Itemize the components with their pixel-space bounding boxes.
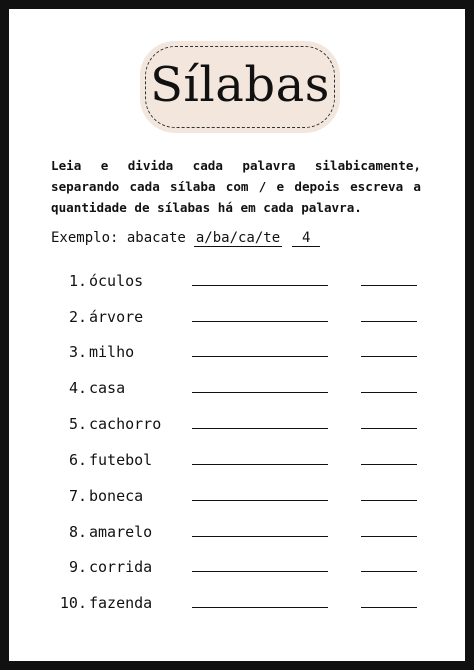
- example-line: [51, 230, 320, 247]
- item-number: 8.: [68, 523, 87, 541]
- title-badge: [145, 46, 335, 128]
- syllable-division-blank[interactable]: [192, 464, 328, 465]
- list-item: [9, 555, 474, 579]
- item-number: 2.: [68, 308, 87, 326]
- item-number: 3.: [68, 343, 87, 361]
- item-number: 10.: [59, 594, 87, 612]
- instructions-text: Leia e divida cada palavra silabicamente, separando cada sílaba com / e depois escreva a quantidade de sílabas há em cada palavra.: [51, 158, 421, 215]
- item-word: corrida: [89, 558, 153, 576]
- list-item: [9, 448, 474, 472]
- list-item: [9, 591, 474, 615]
- syllable-count-blank[interactable]: [361, 392, 417, 393]
- item-word: cachorro: [89, 415, 162, 433]
- item-word: fazenda: [89, 594, 153, 612]
- item-number: 1.: [68, 272, 87, 290]
- syllable-count-blank[interactable]: [361, 464, 417, 465]
- item-number: 7.: [68, 487, 87, 505]
- example-label: Exemplo: abacate: [51, 230, 186, 246]
- syllable-division-blank[interactable]: [192, 285, 328, 286]
- syllable-count-blank[interactable]: [361, 285, 417, 286]
- syllable-division-blank[interactable]: [192, 392, 328, 393]
- item-number: 5.: [68, 415, 87, 433]
- syllable-division-blank[interactable]: [192, 500, 328, 501]
- item-word: futebol: [89, 451, 153, 469]
- list-item: [9, 340, 474, 364]
- syllable-division-blank[interactable]: [192, 607, 328, 608]
- item-word: casa: [89, 379, 126, 397]
- list-item: [9, 269, 474, 293]
- page-title: Sílabas: [150, 57, 330, 113]
- example-count: 4: [292, 230, 320, 247]
- list-item: [9, 520, 474, 544]
- item-number: 6.: [68, 451, 87, 469]
- list-item: [9, 305, 474, 329]
- item-word: árvore: [89, 308, 144, 326]
- item-word: milho: [89, 343, 135, 361]
- syllable-count-blank[interactable]: [361, 500, 417, 501]
- syllable-division-blank[interactable]: [192, 356, 328, 357]
- item-number: 4.: [68, 379, 87, 397]
- syllable-count-blank[interactable]: [361, 321, 417, 322]
- syllable-division-blank[interactable]: [192, 571, 328, 572]
- list-item: [9, 412, 474, 436]
- example-division: a/ba/ca/te: [195, 230, 281, 246]
- syllable-division-blank[interactable]: [192, 428, 328, 429]
- list-item: [9, 376, 474, 400]
- syllable-count-blank[interactable]: [361, 428, 417, 429]
- syllable-count-blank[interactable]: [361, 571, 417, 572]
- item-word: óculos: [89, 272, 144, 290]
- item-number: 9.: [68, 558, 87, 576]
- item-word: boneca: [89, 487, 144, 505]
- syllable-count-blank[interactable]: [361, 536, 417, 537]
- syllable-count-blank[interactable]: [361, 607, 417, 608]
- item-word: amarelo: [89, 523, 153, 541]
- syllable-count-blank[interactable]: [361, 356, 417, 357]
- list-item: [9, 484, 474, 508]
- syllable-division-blank[interactable]: [192, 321, 328, 322]
- syllable-division-blank[interactable]: [192, 536, 328, 537]
